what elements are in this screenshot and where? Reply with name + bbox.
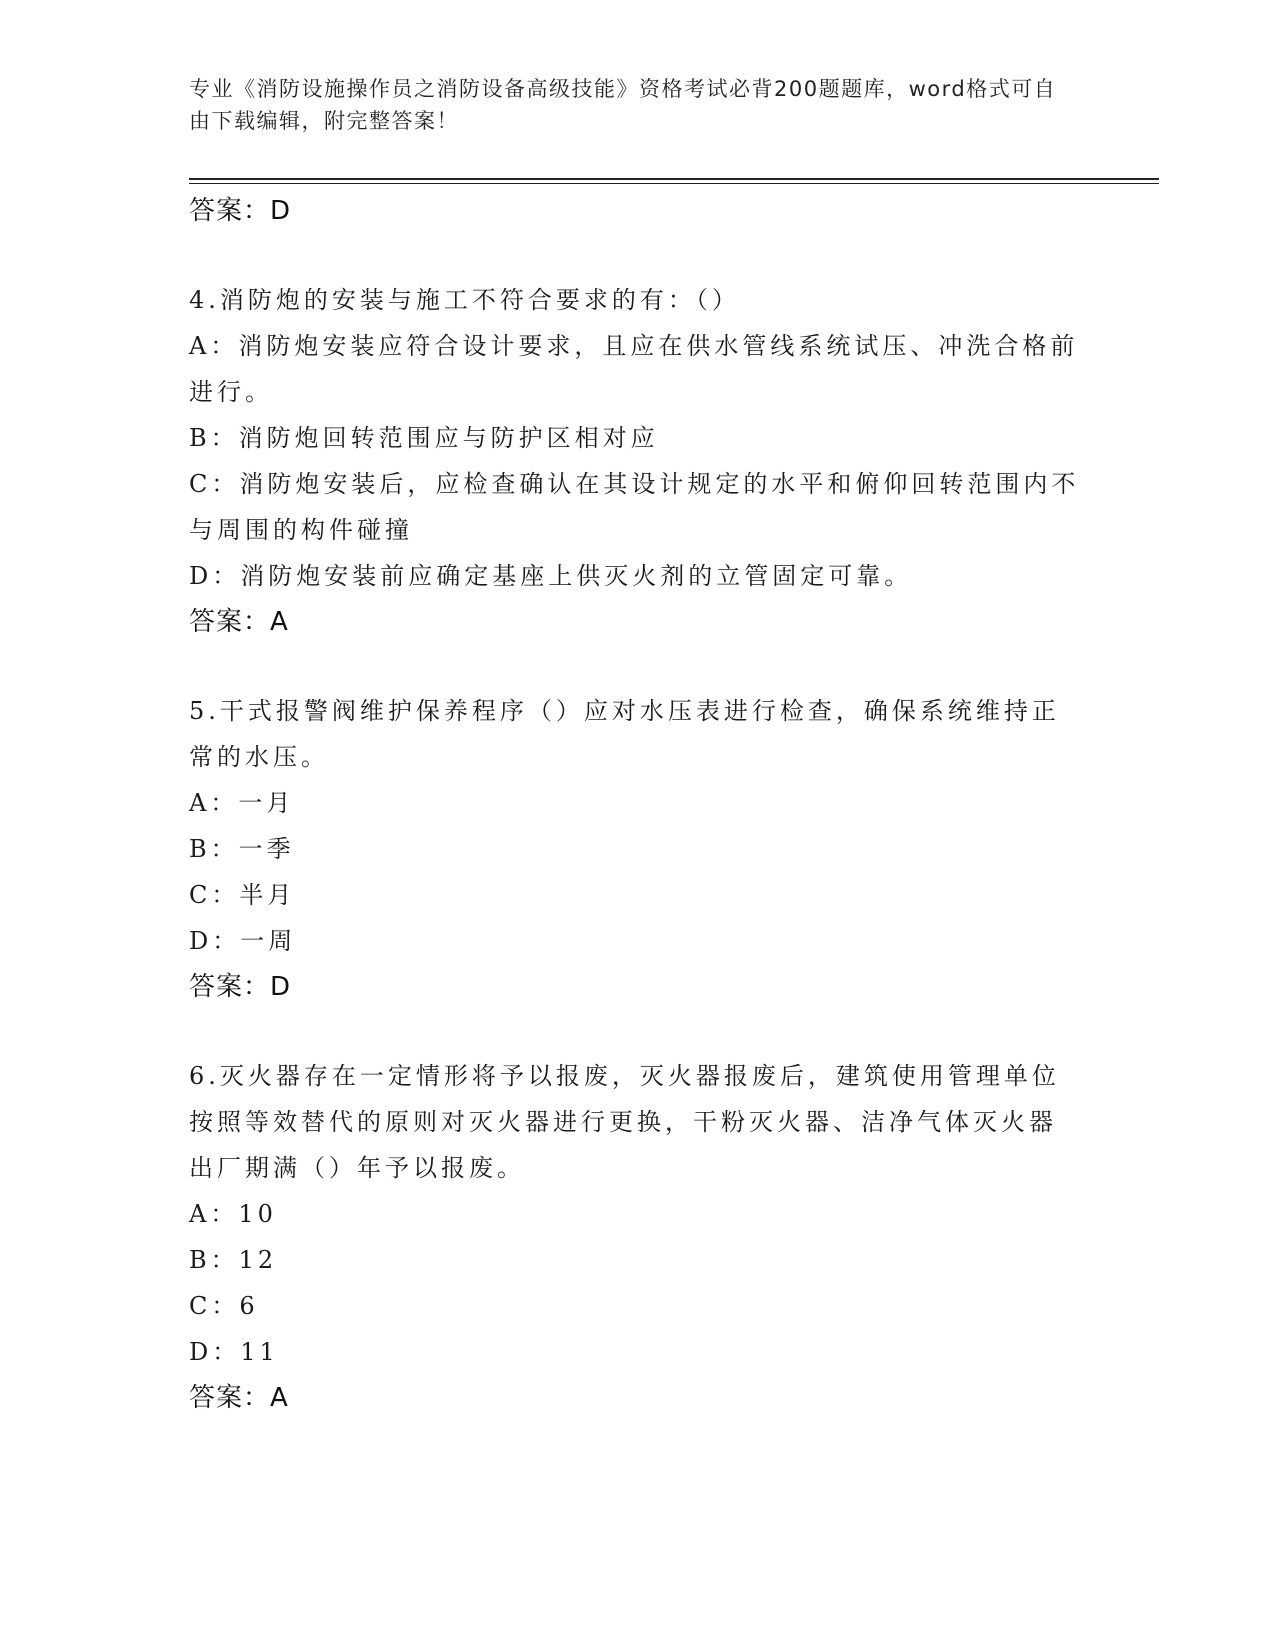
option-d: D：一周: [189, 927, 297, 955]
header-divider-thin: [189, 183, 1159, 184]
question-6: [189, 1053, 1089, 1421]
option-d: D：消防炮安装前应确定基座上供灭火剂的立管固定可靠。: [189, 562, 913, 590]
question-stem: 6.灭火器存在一定情形将予以报废，灭火器报废后，建筑使用管理单位按照等效替代的原则对灭火器进行更换，干粉灭火器、洁净气体灭火器出厂期满（）年予以报废。: [189, 1062, 1060, 1182]
question-stem: 5.干式报警阀维护保养程序（）应对水压表进行检查，确保系统维持正常的水压。: [189, 697, 1060, 771]
option-c: C：半月: [189, 881, 296, 909]
option-a: A：一月: [189, 789, 295, 817]
question-4: [189, 277, 1089, 645]
answer-line: 答案：A: [189, 1383, 289, 1413]
question-stem: 4.消防炮的安装与施工不符合要求的有：（）: [189, 286, 740, 314]
answer-line: 答案：A: [189, 607, 289, 637]
option-b: B：12: [189, 1246, 278, 1274]
option-b: B：一季: [189, 835, 295, 863]
document-header: 专业《消防设施操作员之消防设备高级技能》资格考试必背200题题库，word格式可自由下载编辑，附完整答案！: [189, 77, 1057, 133]
answer-line: 答案：D: [189, 196, 292, 226]
header-divider-thick: [189, 178, 1159, 180]
option-b: B：消防炮回转范围应与防护区相对应: [189, 424, 659, 452]
option-c: C：6: [189, 1292, 259, 1320]
option-a: A：消防炮安装应符合设计要求，且应在供水管线系统试压、冲洗合格前进行。: [189, 332, 1079, 406]
option-c: C：消防炮安装后，应检查确认在其设计规定的水平和俯仰回转范围内不与周围的构件碰撞: [189, 470, 1080, 544]
option-a: A：10: [189, 1200, 277, 1228]
answer-line: 答案：D: [189, 972, 292, 1002]
document-body: [189, 188, 1089, 1421]
option-d: D：11: [189, 1338, 279, 1366]
question-5: [189, 688, 1089, 1010]
